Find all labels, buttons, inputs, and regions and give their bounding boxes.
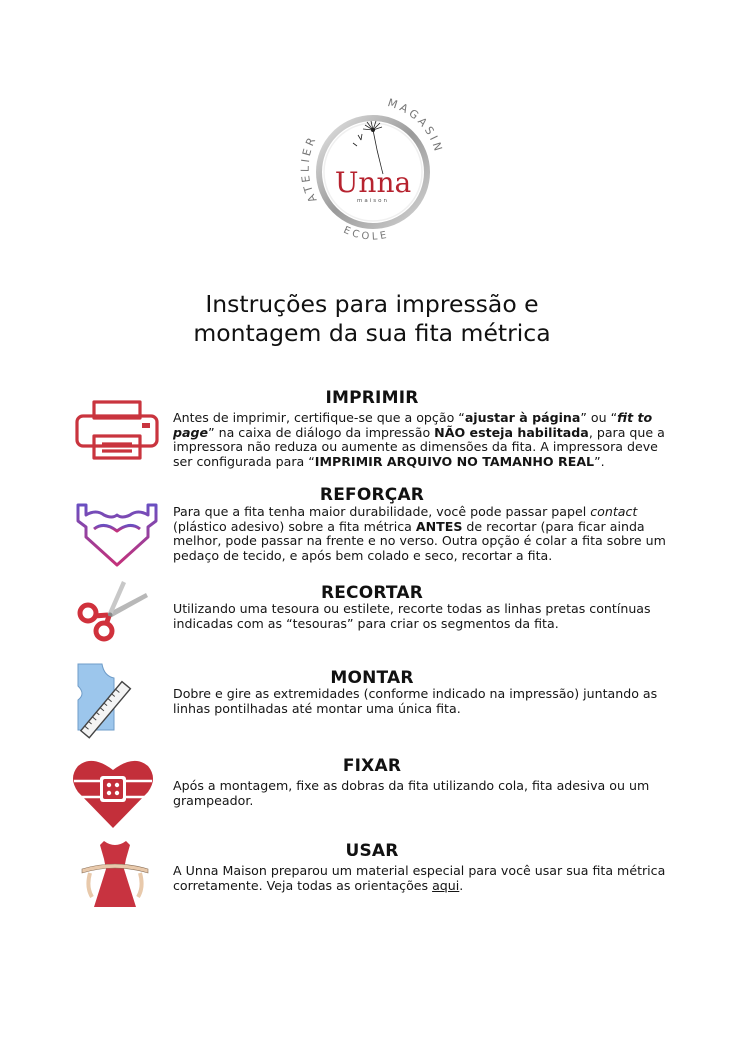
logo-arc-left: ATELIER (298, 133, 320, 205)
section-body: A Unna Maison preparou um material especial para você usar sua fita métrica corretamente. Veja todas as orientações aqui. (173, 863, 666, 893)
scissors-icon (74, 579, 152, 645)
page-title-line1: Instruções para impressão e (205, 290, 539, 318)
section-heading: FIXAR (342, 756, 402, 776)
logo-arc-bottom: ECOLE (341, 224, 391, 243)
logo-brand-sub: maison (357, 198, 389, 204)
section-heading: MONTAR (330, 668, 414, 688)
brand-logo (287, 82, 459, 254)
section-body: Após a montagem, fixe as dobras da fita utilizando cola, fita adesiva ou um grampeador. (173, 778, 650, 808)
printer-icon (74, 400, 160, 460)
dress-tape-icon (80, 839, 150, 911)
page-title-line2: montagem da sua fita métrica (193, 319, 551, 347)
section-body: Dobre e gire as extremidades (conforme indicado na impressão) juntando as linhas pontilhadas até montar uma única fita. (173, 686, 658, 716)
pattern-ruler-icon (74, 660, 136, 742)
section-heading: IMPRIMIR (325, 388, 419, 408)
section-heading: USAR (345, 841, 399, 861)
section-heading: REFORÇAR (319, 485, 425, 505)
link-aqui[interactable]: aqui (432, 877, 460, 893)
heart-button-icon (72, 756, 154, 830)
page-title (0, 290, 744, 348)
logo-arc-right: MAGASIN (386, 96, 446, 156)
reinforce-heart-icon (72, 501, 162, 571)
section-body: Antes de imprimir, certifique-se que a opção “ajustar à página” ou “fit to page” na caixa de diálogo da impressão NÃO esteja habilitada, para que a impressora não reduza ou aumente as dimensões da fita. A impressora deve ser configurada para “IMPRIMIR ARQUIVO NO TAMANHO REAL”. (173, 410, 665, 469)
section-heading: RECORTAR (320, 583, 424, 603)
logo-brand: Unna (334, 166, 412, 199)
section-body: Para que a fita tenha maior durabilidade, você pode passar papel contact (plástico adesivo) sobre a fita métrica ANTES de recortar (para ficar ainda melhor, pode passar na frente e no verso. Outra opção é colar a fita sobre um pedaço de tecido, e após bem colado e seco, recortar a fita. (173, 504, 666, 563)
section-body: Utilizando uma tesoura ou estilete, recorte todas as linhas pretas contínuas indicadas com as “tesouras” para criar os segmentos da fita. (173, 601, 651, 631)
